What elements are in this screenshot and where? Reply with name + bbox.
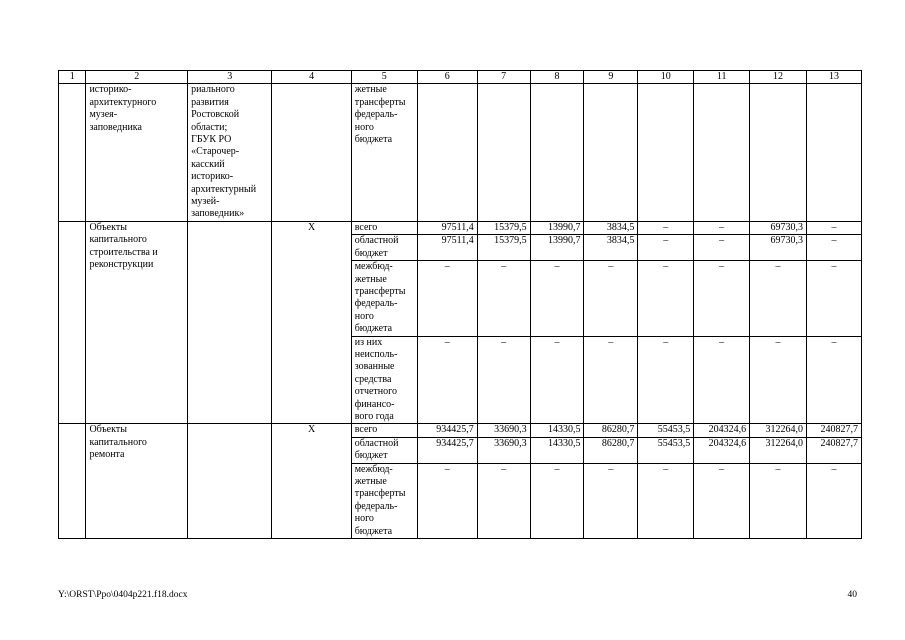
page-number: 40 xyxy=(847,590,857,600)
funding-source-cell: межбюд- жетные трансферты федераль- ного бюджета xyxy=(351,463,417,538)
value-cell xyxy=(638,84,694,221)
value-cell: 240827,7 xyxy=(807,424,862,437)
funding-source-cell: межбюд- жетные трансферты федераль- ного бюджета xyxy=(351,261,417,336)
value-cell: 97511,4 xyxy=(417,235,477,261)
value-cell: – xyxy=(638,235,694,261)
funding-source-cell: всего xyxy=(351,221,417,234)
value-cell: – xyxy=(417,336,477,424)
value-cell xyxy=(750,84,807,221)
funding-source-cell: всего xyxy=(351,424,417,437)
value-cell: 14330,5 xyxy=(530,437,584,463)
value-cell: – xyxy=(530,336,584,424)
funding-source-cell: областной бюджет xyxy=(351,235,417,261)
value-cell xyxy=(807,84,862,221)
value-cell: – xyxy=(530,261,584,336)
column-number: 8 xyxy=(530,71,584,84)
value-cell: – xyxy=(477,336,530,424)
value-cell: 3834,5 xyxy=(584,221,638,234)
value-cell: – xyxy=(807,463,862,538)
value-cell: – xyxy=(694,235,750,261)
value-cell: – xyxy=(694,336,750,424)
value-cell: – xyxy=(807,261,862,336)
value-cell: 204324,6 xyxy=(694,437,750,463)
column-number: 5 xyxy=(351,71,417,84)
value-cell: – xyxy=(807,235,862,261)
value-cell: 13990,7 xyxy=(530,235,584,261)
value-cell: 69730,3 xyxy=(750,221,807,234)
value-cell: – xyxy=(477,463,530,538)
executor-cell xyxy=(188,221,272,424)
value-cell: – xyxy=(694,463,750,538)
value-cell xyxy=(694,84,750,221)
value-cell: – xyxy=(417,261,477,336)
value-cell: – xyxy=(584,261,638,336)
value-cell: – xyxy=(638,261,694,336)
value-cell: 86280,7 xyxy=(584,424,638,437)
value-cell: 934425,7 xyxy=(417,437,477,463)
column-number: 11 xyxy=(694,71,750,84)
value-cell: 13990,7 xyxy=(530,221,584,234)
object-name-cell: Объекты капитального ремонта xyxy=(86,424,188,539)
value-cell: 3834,5 xyxy=(584,235,638,261)
value-cell: – xyxy=(638,336,694,424)
column-number: 4 xyxy=(272,71,351,84)
value-cell: – xyxy=(477,261,530,336)
funding-source-cell: из них неисполь- зованные средства отчетного финансо- вого года xyxy=(351,336,417,424)
value-cell xyxy=(417,84,477,221)
column-number: 13 xyxy=(807,71,862,84)
value-cell: 97511,4 xyxy=(417,221,477,234)
budget-table xyxy=(58,70,862,539)
cell-col1 xyxy=(59,84,86,221)
value-cell: – xyxy=(530,463,584,538)
value-cell: 312264,0 xyxy=(750,424,807,437)
cell-col1 xyxy=(59,424,86,539)
object-name-cell: историко- архитектурного музея- заповедника xyxy=(86,84,188,221)
object-name-cell: Объекты капитального строительства и реконструкции xyxy=(86,221,188,424)
value-cell: – xyxy=(694,261,750,336)
value-cell: 33690,3 xyxy=(477,437,530,463)
column-number-header-row xyxy=(59,71,862,84)
funding-source-cell: жетные трансферты федераль- ного бюджета xyxy=(351,84,417,221)
value-cell: 934425,7 xyxy=(417,424,477,437)
value-cell: – xyxy=(750,336,807,424)
column-number: 12 xyxy=(750,71,807,84)
value-cell: – xyxy=(807,221,862,234)
value-cell: 69730,3 xyxy=(750,235,807,261)
funding-source-cell: областной бюджет xyxy=(351,437,417,463)
value-cell: 86280,7 xyxy=(584,437,638,463)
value-cell: – xyxy=(584,463,638,538)
column-number: 10 xyxy=(638,71,694,84)
value-cell: 14330,5 xyxy=(530,424,584,437)
table-row xyxy=(59,84,862,221)
value-cell: – xyxy=(750,463,807,538)
value-cell xyxy=(477,84,530,221)
value-cell: – xyxy=(638,463,694,538)
column-number: 3 xyxy=(188,71,272,84)
value-cell xyxy=(530,84,584,221)
cell-col1 xyxy=(59,221,86,424)
executor-cell: риального развития Ростовской области; ГБУК РО «Старочер- касский историко- архитектурный музей- заповедник» xyxy=(188,84,272,221)
value-cell: 312264,0 xyxy=(750,437,807,463)
value-cell: 204324,6 xyxy=(694,424,750,437)
value-cell xyxy=(584,84,638,221)
value-cell: 240827,7 xyxy=(807,437,862,463)
table-row xyxy=(59,424,862,437)
footer-file-path: Y:\ORST\Ppo\0404p221.f18.docx xyxy=(58,590,188,600)
value-cell: 15379,5 xyxy=(477,235,530,261)
value-cell: 15379,5 xyxy=(477,221,530,234)
column-number: 2 xyxy=(86,71,188,84)
table-body xyxy=(59,71,862,539)
value-cell: 55453,5 xyxy=(638,437,694,463)
table-row xyxy=(59,221,862,234)
value-cell: – xyxy=(750,261,807,336)
cell-col4 xyxy=(272,84,351,221)
column-number: 1 xyxy=(59,71,86,84)
value-cell: – xyxy=(694,221,750,234)
value-cell: 33690,3 xyxy=(477,424,530,437)
value-cell: 55453,5 xyxy=(638,424,694,437)
column-number: 7 xyxy=(477,71,530,84)
value-cell: – xyxy=(807,336,862,424)
column-number: 9 xyxy=(584,71,638,84)
marker-cell: Х xyxy=(272,424,351,539)
value-cell: – xyxy=(417,463,477,538)
value-cell: – xyxy=(584,336,638,424)
value-cell: – xyxy=(638,221,694,234)
executor-cell xyxy=(188,424,272,539)
marker-cell: Х xyxy=(272,221,351,424)
column-number: 6 xyxy=(417,71,477,84)
